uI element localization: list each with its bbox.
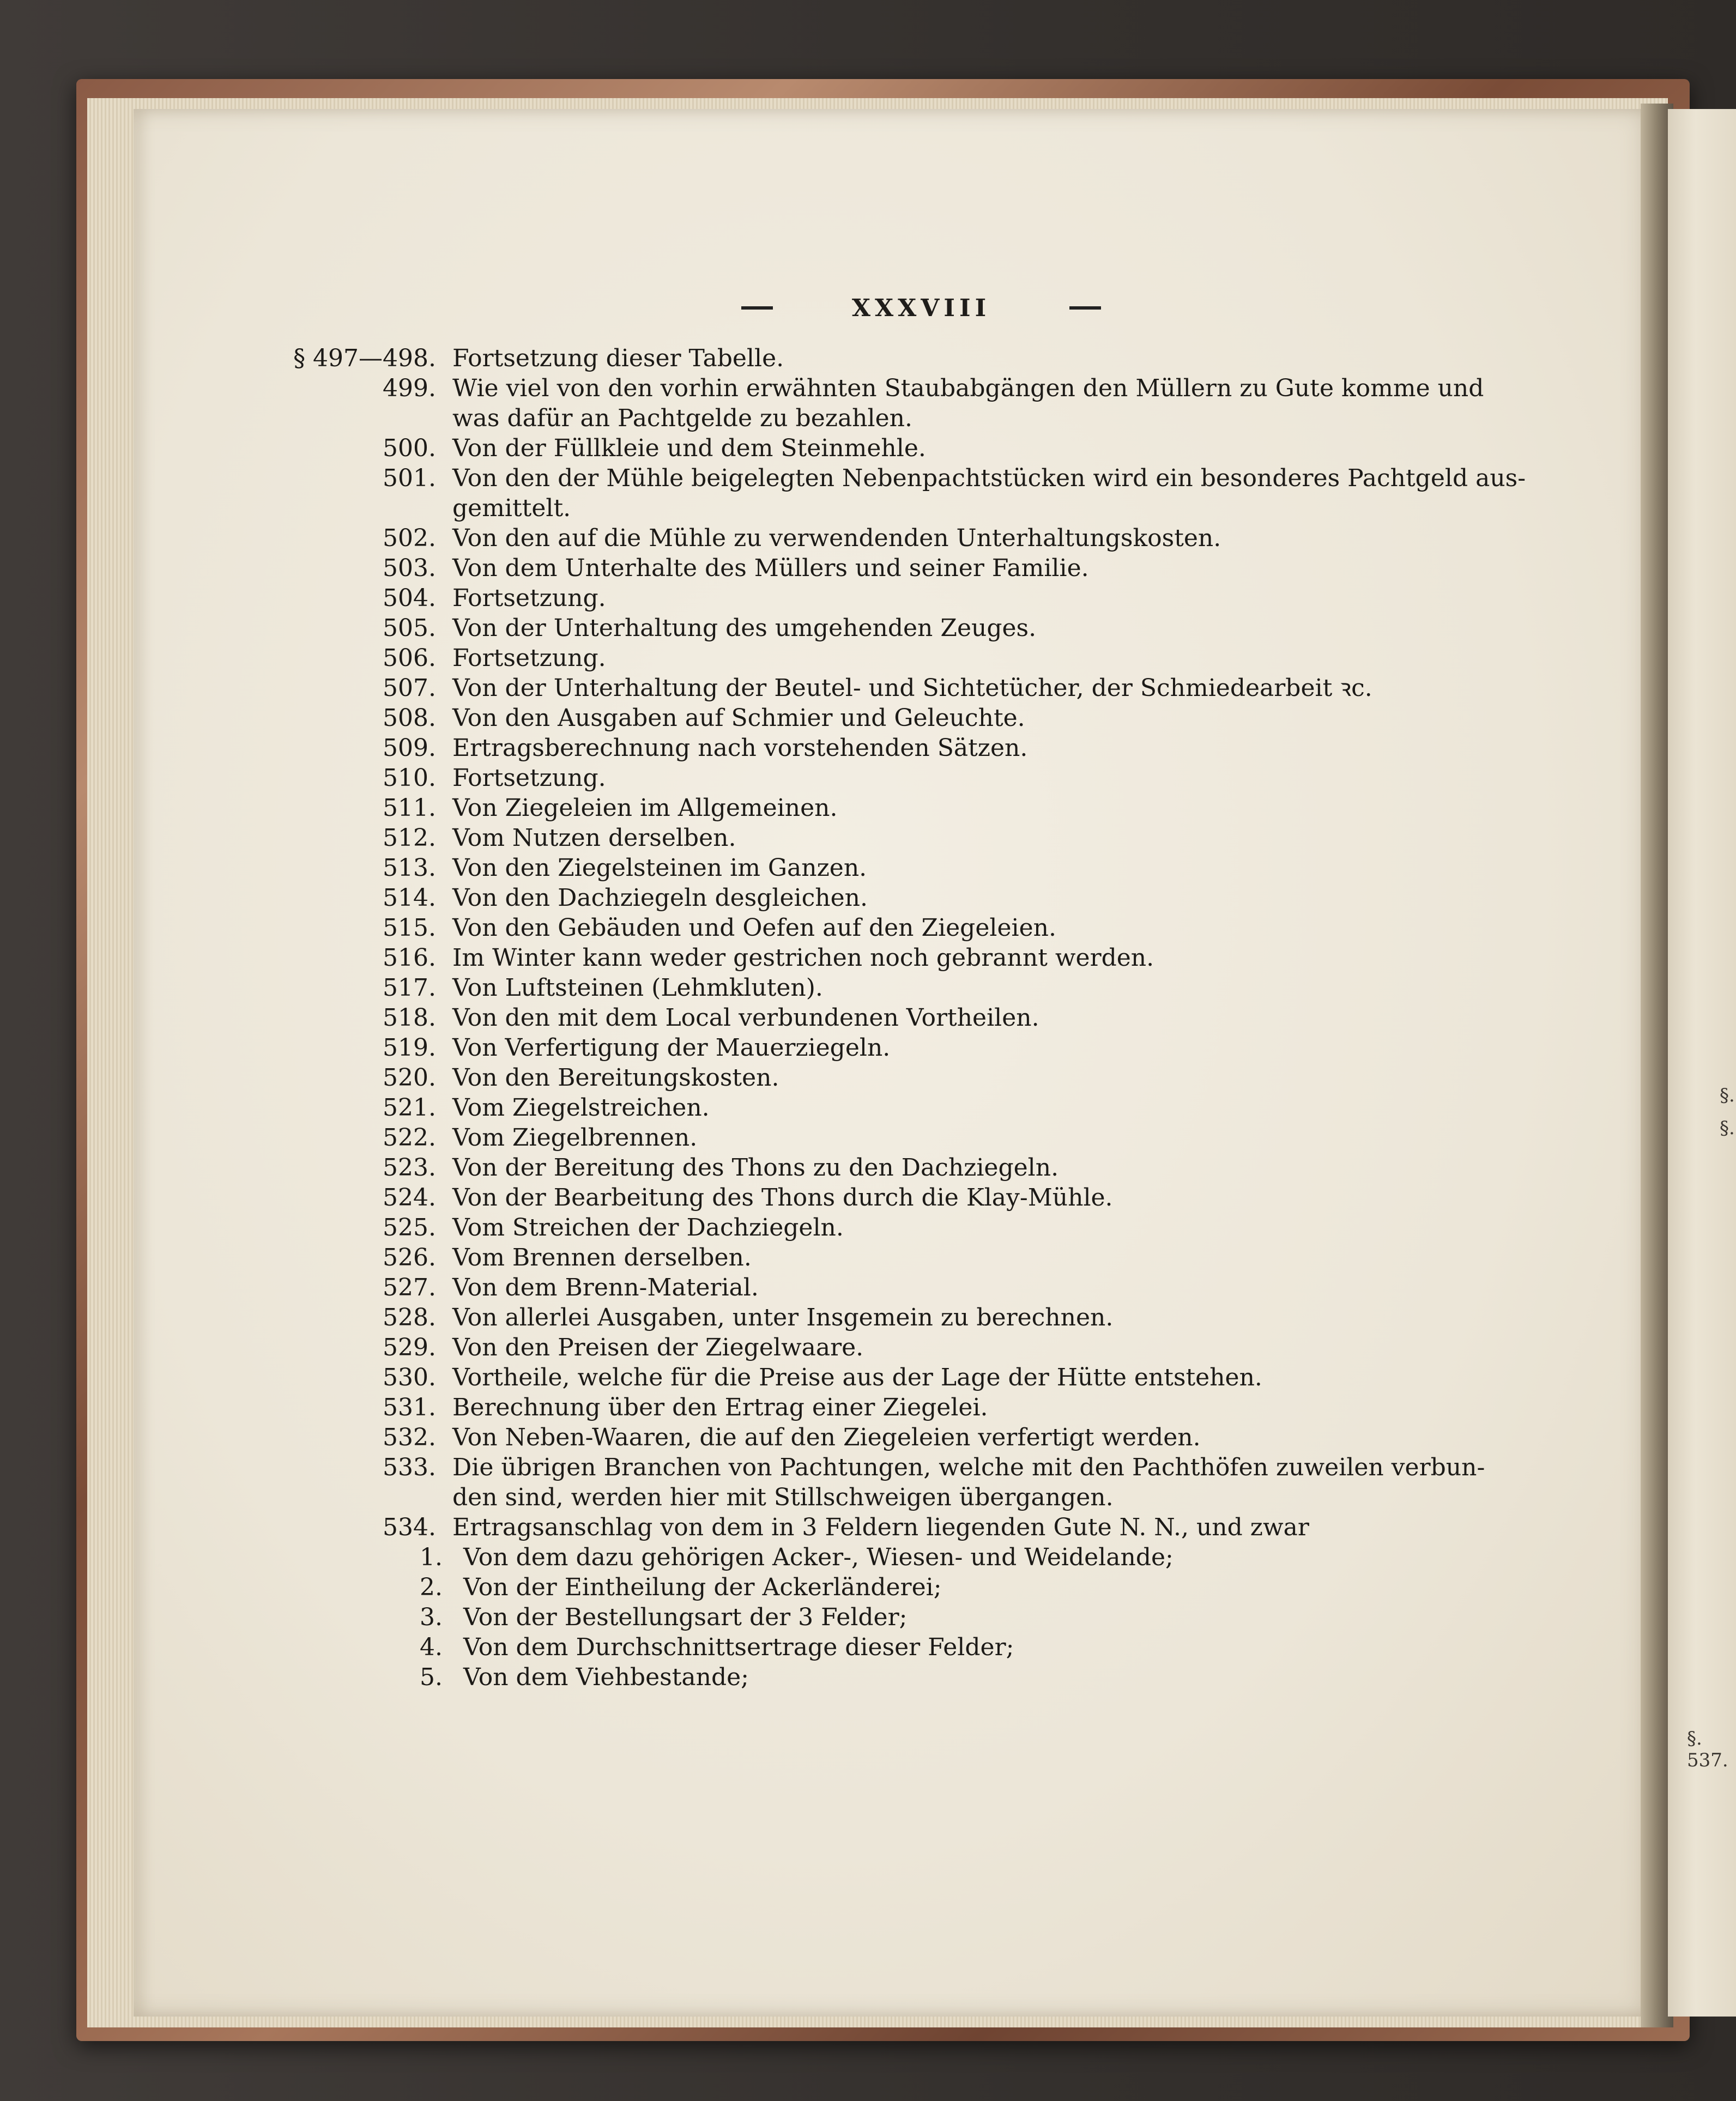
toc-entry-number: 526. <box>383 1244 436 1272</box>
toc-entry-number: 527. <box>383 1274 436 1301</box>
toc-entry-text: gemittelt. <box>452 494 571 522</box>
toc-subentry <box>420 1662 1526 1692</box>
toc-entry <box>293 343 1526 373</box>
toc-entry-text: Von den Preisen der Ziegelwaare. <box>452 1334 864 1361</box>
toc-entry-number: 508. <box>383 704 436 732</box>
toc-entry-text: Von den mit dem Local verbundenen Vortheilen. <box>452 1004 1039 1032</box>
toc-entry-number: 519. <box>383 1034 436 1062</box>
toc-entry-number: 523. <box>383 1154 436 1182</box>
toc-entry <box>322 973 1526 1003</box>
toc-entry-text: Von allerlei Ausgaben, unter Insgemein zu berechnen. <box>452 1304 1114 1331</box>
toc-entry-number: 534. <box>383 1513 436 1541</box>
toc-entry-text: Von Neben-Waaren, die auf den Ziegeleien verfertigt werden. <box>452 1424 1201 1451</box>
toc-entry <box>322 613 1526 643</box>
toc-entry <box>322 373 1526 403</box>
toc-entry <box>322 583 1526 613</box>
toc-entry-text: Von den der Mühle beigelegten Nebenpachtstücken wird ein besonderes Pachtgeld aus- <box>452 464 1526 492</box>
toc-entry <box>322 1183 1526 1213</box>
toc-subentry-text: Von der Eintheilung der Ackerländerei; <box>463 1573 942 1601</box>
toc-entry-text: Von der Füllkleie und dem Steinmehle. <box>452 434 926 462</box>
toc-entry <box>322 1243 1526 1273</box>
toc-entry <box>322 1512 1526 1542</box>
toc-entry-text: Von den auf die Mühle zu verwendenden Unterhaltungskosten. <box>452 524 1221 552</box>
toc-entry-text: Fortsetzung. <box>452 764 606 792</box>
toc-entry <box>322 1063 1526 1093</box>
toc-entry-text: Vom Brennen derselben. <box>452 1244 752 1272</box>
toc-subentry <box>420 1572 1526 1602</box>
margin-section-mark: §. <box>1720 1117 1735 1139</box>
toc-subentry <box>420 1632 1526 1662</box>
toc-entry-number: 525. <box>383 1214 436 1242</box>
toc-entry <box>322 1392 1526 1422</box>
toc-entry-text: Von Luftsteinen (Lehmkluten). <box>452 974 823 1002</box>
toc-subentry-text: Von dem Durchschnittsertrage dieser Felder; <box>463 1633 1014 1661</box>
toc-entry-number: 532. <box>383 1424 436 1451</box>
toc-entry <box>322 1003 1526 1033</box>
toc-entry-text: Vom Streichen der Dachziegeln. <box>452 1214 844 1242</box>
toc-entry-number: 530. <box>383 1364 436 1391</box>
toc-entry <box>322 1303 1526 1333</box>
toc-entry <box>322 1363 1526 1392</box>
toc-entry-number: 502. <box>383 524 436 552</box>
toc-entry-number: 524. <box>383 1184 436 1212</box>
toc-entry-number: 517. <box>383 974 436 1002</box>
toc-entry <box>322 1333 1526 1363</box>
toc-entry-number: 514. <box>383 884 436 912</box>
toc-entry-text: Ertragsanschlag von dem in 3 Feldern liegenden Gute N. N., und zwar <box>452 1513 1309 1541</box>
toc-entry-number: 509. <box>383 734 436 762</box>
toc-entry-text: Vortheile, welche für die Preise aus der Lage der Hütte entstehen. <box>452 1364 1262 1391</box>
toc-entry-text: Von der Bereitung des Thons zu den Dachziegeln. <box>452 1154 1059 1182</box>
toc-entry <box>322 1033 1526 1063</box>
toc-entry-text: Von der Unterhaltung der Beutel- und Sichtetücher, der Schmiedearbeit ꝛc. <box>452 674 1372 702</box>
toc-entry-text: was dafür an Pachtgelde zu bezahlen. <box>452 404 912 432</box>
toc-subentry-text: Von dem Viehbestande; <box>463 1663 749 1691</box>
header-dash-left <box>741 306 773 310</box>
toc-entry-text: Vom Ziegelbrennen. <box>452 1124 698 1152</box>
toc-entry <box>322 433 1526 463</box>
toc-entry-number: 503. <box>383 554 436 582</box>
toc-entry-text: Von der Unterhaltung des umgehenden Zeuges. <box>452 614 1037 642</box>
toc-entry-text: Vom Nutzen derselben. <box>452 824 736 852</box>
toc-entry-text: Von dem Unterhalte des Müllers und seiner Familie. <box>452 554 1089 582</box>
toc-entry-text: Von den Ziegelsteinen im Ganzen. <box>452 854 867 882</box>
toc-subentry-text: Von dem dazu gehörigen Acker-, Wiesen- und Weidelande; <box>463 1543 1174 1571</box>
toc-entry-text: Wie viel von den vorhin erwähnten Staubabgängen den Müllern zu Gute komme und <box>452 374 1484 402</box>
toc-entry <box>322 553 1526 583</box>
toc-entry-number: 511. <box>383 794 436 822</box>
toc-entry <box>322 463 1526 493</box>
page-number: XXXVIII <box>851 294 991 322</box>
toc-entry <box>322 643 1526 673</box>
toc-subentry-list <box>420 1542 1526 1692</box>
toc-entry-text: Fortsetzung. <box>452 584 606 612</box>
toc-entry-text: Von den Bereitungskosten. <box>452 1064 779 1092</box>
margin-section-mark: §. <box>1720 1085 1735 1106</box>
toc-entry-number: 499. <box>383 374 436 402</box>
toc-subentry-number: 4. <box>420 1633 443 1661</box>
toc-entry-text: Ertragsberechnung nach vorstehenden Sätzen. <box>452 734 1028 762</box>
toc-entry-number: 515. <box>383 914 436 942</box>
toc-entry <box>322 733 1526 763</box>
toc-entry-text: Von den Gebäuden und Oefen auf den Ziegeleien. <box>452 914 1056 942</box>
toc-entry <box>322 703 1526 733</box>
toc-entry-number: 516. <box>383 944 436 972</box>
toc-entry <box>322 913 1526 943</box>
toc-entry-number: 500. <box>383 434 436 462</box>
toc-entry <box>322 1422 1526 1452</box>
toc-subentry-number: 3. <box>420 1603 443 1631</box>
toc-entry <box>322 403 1526 433</box>
toc-entry-text: Die übrigen Branchen von Pachtungen, welche mit den Pachthöfen zuweilen verbun- <box>452 1454 1485 1481</box>
toc-entry-text: Von den Dachziegeln desgleichen. <box>452 884 868 912</box>
toc-entry <box>322 1213 1526 1243</box>
toc-entry-number: 520. <box>383 1064 436 1092</box>
toc-subentry-number: 1. <box>420 1543 443 1571</box>
toc-entry-number: 533. <box>383 1454 436 1481</box>
toc-entry <box>322 1452 1526 1482</box>
toc-entry-text: Von Ziegeleien im Allgemeinen. <box>452 794 838 822</box>
toc-entry-text: Fortsetzung. <box>452 644 606 672</box>
margin-section-mark: §. 537. <box>1687 1728 1728 1771</box>
toc-entry-number: 531. <box>383 1394 436 1421</box>
toc-entry-text: den sind, werden hier mit Stillschweigen übergangen. <box>452 1484 1114 1511</box>
toc-entry-number: 507. <box>383 674 436 702</box>
toc-entry-number: 522. <box>383 1124 436 1152</box>
toc-subentry-number: 5. <box>420 1663 443 1691</box>
toc-entry-number: 529. <box>383 1334 436 1361</box>
toc-entry-number: § 497—498. <box>293 344 436 372</box>
toc-entry-text: Berechnung über den Ertrag einer Ziegelei. <box>452 1394 988 1421</box>
toc-subentry-text: Von der Bestellungsart der 3 Felder; <box>463 1603 908 1631</box>
toc-entry-number: 510. <box>383 764 436 792</box>
toc-subentry-number: 2. <box>420 1573 443 1601</box>
table-of-contents <box>293 343 1526 1692</box>
toc-entry <box>322 1123 1526 1153</box>
toc-entry <box>322 673 1526 703</box>
toc-entry <box>322 1273 1526 1303</box>
toc-entry-number: 506. <box>383 644 436 672</box>
toc-entry <box>322 883 1526 913</box>
toc-entry-number: 512. <box>383 824 436 852</box>
toc-subentry <box>420 1602 1526 1632</box>
toc-entry-text: Von dem Brenn-Material. <box>452 1274 759 1301</box>
toc-entry <box>322 853 1526 883</box>
toc-entry <box>322 523 1526 553</box>
toc-entry-text: Von Verfertigung der Mauerziegeln. <box>452 1034 891 1062</box>
toc-entry <box>322 1153 1526 1183</box>
toc-entry <box>322 1093 1526 1123</box>
toc-entry <box>322 763 1526 793</box>
toc-entry <box>322 1482 1526 1512</box>
toc-entry-number: 521. <box>383 1094 436 1122</box>
toc-entry-number: 504. <box>383 584 436 612</box>
toc-entry-list <box>293 343 1526 1542</box>
page-header <box>741 289 1101 327</box>
toc-entry <box>322 793 1526 823</box>
toc-entry <box>322 493 1526 523</box>
header-dash-right <box>1069 306 1101 310</box>
toc-entry-text: Fortsetzung dieser Tabelle. <box>452 344 784 372</box>
toc-entry-number: 528. <box>383 1304 436 1331</box>
toc-entry-text: Im Winter kann weder gestrichen noch gebrannt werden. <box>452 944 1154 972</box>
toc-entry-text: Von den Ausgaben auf Schmier und Geleuchte. <box>452 704 1025 732</box>
toc-subentry <box>420 1542 1526 1572</box>
toc-entry-number: 518. <box>383 1004 436 1032</box>
toc-entry-number: 501. <box>383 464 436 492</box>
toc-entry-text: Von der Bearbeitung des Thons durch die Klay-Mühle. <box>452 1184 1113 1212</box>
toc-entry <box>322 823 1526 853</box>
toc-entry-text: Vom Ziegelstreichen. <box>452 1094 710 1122</box>
toc-entry-number: 505. <box>383 614 436 642</box>
toc-entry <box>322 943 1526 973</box>
toc-entry-number: 513. <box>383 854 436 882</box>
